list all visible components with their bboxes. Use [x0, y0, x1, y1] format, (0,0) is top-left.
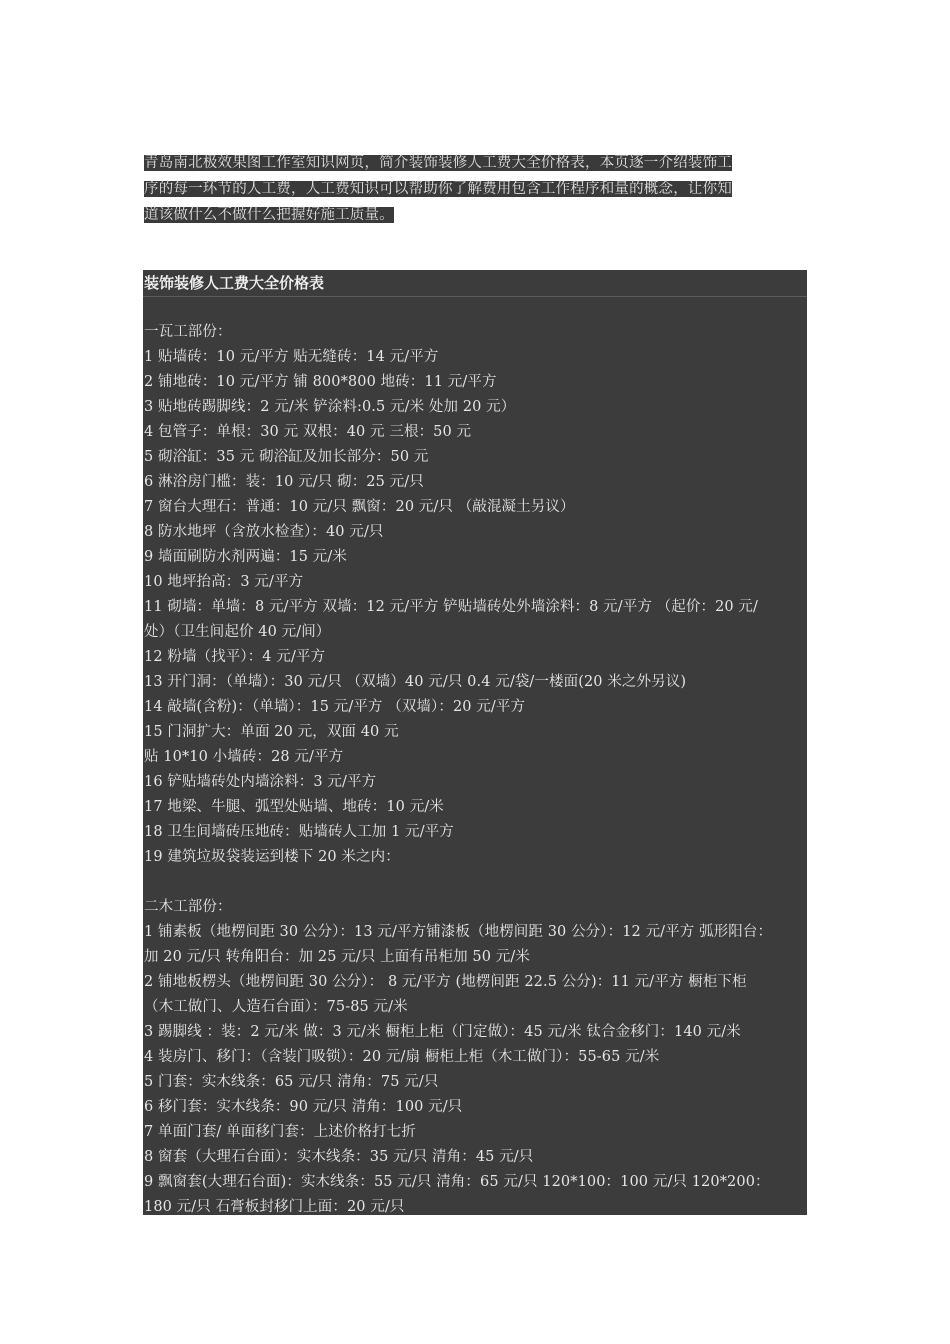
price-line: 180 元/只 石膏板封移门上面：20 元/只: [144, 1199, 405, 1215]
price-line: 5 砌浴缸：35 元 砌浴缸及加长部分：50 元: [144, 449, 429, 465]
price-line: 17 地梁、牛腿、弧型处贴墙、地砖：10 元/米: [144, 799, 444, 815]
price-line: 16 铲贴墙砖处内墙涂料：3 元/平方: [144, 774, 377, 790]
price-line: 5 门套：实木线条：65 元/只 清角：75 元/只: [144, 1074, 439, 1090]
price-line: 6 淋浴房门槛：装：10 元/只 砌：25 元/只: [144, 474, 424, 490]
price-line: 3 踢脚线 ：装：2 元/米 做：3 元/米 橱柜上柜（门定做）：45 元/米 钛合金移门：140 元/米: [144, 1024, 741, 1040]
section-heading-masonry: 一瓦工部份：: [144, 324, 232, 340]
price-table-panel: [143, 270, 807, 1215]
price-line: 11 砌墙：单墙：8 元/平方 双墙：12 元/平方 铲贴墙砖处外墙涂料：8 元/平方 （起价：20 元/: [144, 599, 759, 615]
price-line: 14 敲墙(含粉)：（单墙）：15 元/平方 （双墙）：20 元/平方: [144, 699, 526, 715]
price-line: 8 窗套（大理石台面）：实木线条：35 元/只 清角：45 元/只: [144, 1149, 534, 1165]
intro-line: 道该做什么不做什么把握好施工质量。: [144, 207, 394, 223]
price-line: 6 移门套：实木线条：90 元/只 清角：100 元/只: [144, 1099, 463, 1115]
section-heading-carpentry: 二木工部份：: [144, 899, 232, 915]
price-line: 1 贴墙砖：10 元/平方 贴无缝砖：14 元/平方: [144, 349, 439, 365]
price-line: 处）（卫生间起价 40 元/间）: [144, 624, 331, 640]
price-line: 2 铺地砖：10 元/平方 铺 800*800 地砖：11 元/平方: [144, 374, 497, 390]
price-line: 7 单面门套/ 单面移门套：上述价格打七折: [144, 1124, 416, 1140]
price-line: 10 地坪抬高：3 元/平方: [144, 574, 304, 590]
price-line: 加 20 元/只 转角阳台：加 25 元/只 上面有吊柜加 50 元/米: [144, 949, 530, 965]
price-line: 4 包管子：单根：30 元 双根：40 元 三根：50 元: [144, 424, 472, 440]
intro-paragraph: [144, 150, 808, 228]
price-line: 12 粉墙（找平）：4 元/平方: [144, 649, 326, 665]
price-line: 4 装房门、移门：（含装门吸锁）：20 元/扇 橱柜上柜（木工做门）：55-65 元/米: [144, 1049, 660, 1065]
price-line: 9 飘窗套(大理石台面)：实木线条：55 元/只 清角：65 元/只 120*100：100 元/只 120*200：: [144, 1174, 770, 1190]
price-line: 13 开门洞：（单墙）：30 元/只 （双墙）40 元/只 0.4 元/袋/一楼面(20 米之外另议): [144, 674, 687, 690]
intro-line: 序的每一环节的人工费，人工费知识可以帮助你了解费用包含工作程序和量的概念，让你知: [144, 181, 732, 197]
price-line: 8 防水地坪（含放水检查）：40 元/只: [144, 524, 384, 540]
price-line: 9 墙面刷防水剂两遍：15 元/米: [144, 549, 347, 565]
panel-body: [143, 320, 807, 1215]
price-line: 1 铺素板（地楞间距 30 公分）：13 元/平方铺漆板（地楞间距 30 公分）：12 元/平方 弧形阳台：: [144, 924, 773, 940]
price-line: 3 贴地砖踢脚线：2 元/米 铲涂料:0.5 元/米 处加 20 元）: [144, 399, 516, 415]
section-spacer: [144, 870, 807, 895]
price-line: 18 卫生间墙砖压地砖：贴墙砖人工加 1 元/平方: [144, 824, 454, 840]
price-line: 贴 10*10 小墙砖：28 元/平方: [144, 749, 344, 765]
price-line: 15 门洞扩大：单面 20 元，双面 40 元: [144, 724, 399, 740]
intro-line: 青岛南北极效果图工作室知识网页，简介装饰装修人工费大全价格表，本页逐一介绍装饰工: [144, 155, 732, 171]
price-line: 2 铺地板楞头（地楞间距 30 公分）： 8 元/平方 (地楞间距 22.5 公分)：11 元/平方 橱柜下柜: [144, 974, 747, 990]
price-line: （木工做门、人造石台面）：75-85 元/米: [144, 999, 408, 1015]
panel-title: 装饰装修人工费大全价格表: [143, 270, 807, 297]
price-line: 19 建筑垃圾袋装运到楼下 20 米之内：: [144, 849, 400, 865]
price-line: 7 窗台大理石：普通：10 元/只 飘窗：20 元/只 （敲混凝土另议）: [144, 499, 575, 515]
